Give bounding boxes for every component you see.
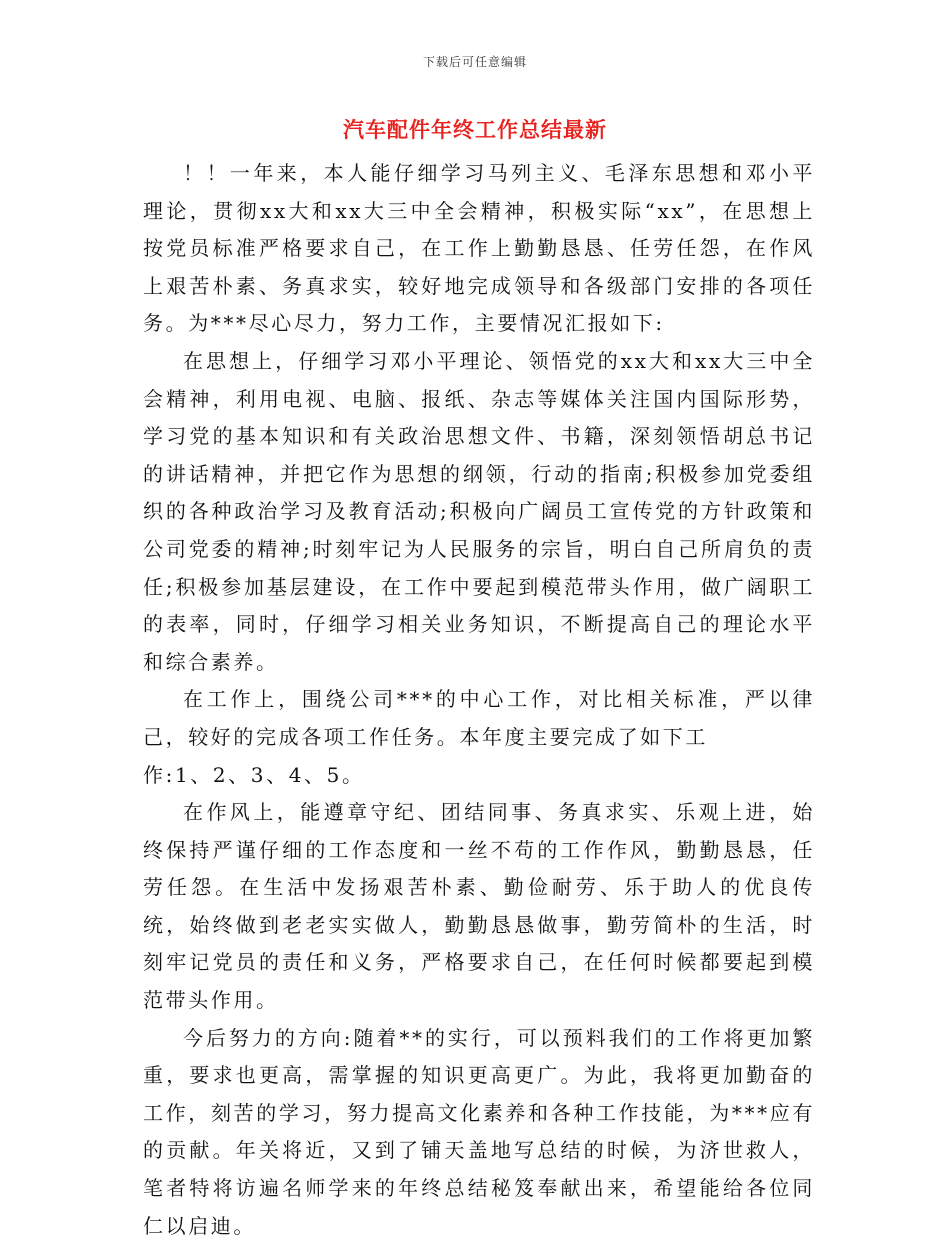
- header-note: 下载后可任意编辑: [422, 55, 527, 69]
- paragraph-work: 在工作上，围绕公司***的中心工作，对比相关标准，严以律己，较好的完成各项工作任务。本年度主要完成了如下工: [143, 687, 815, 749]
- document-title: 汽车配件年终工作总结最新: [343, 117, 607, 142]
- paragraph-style: 在作风上，能遵章守纪、团结同事、务真求实、乐观上进，始终保持严谨仔细的工作态度和一丝不苟的工作作风，勤勤恳恳，任劳任怨。在生活中发扬艰苦朴素、勤俭耐劳、乐于助人的优良传统，始终做到老老实实做人，勤勤恳恳做事，勤劳简朴的生活，时刻牢记党员的责任和义务，严格要求自己，在任何时候都要起到模范带头作用。: [143, 800, 815, 1013]
- paragraph-future: 今后努力的方向:随着**的实行，可以预料我们的工作将更加繁重，要求也更高，需掌握的知识更高更广。为此，我将更加勤奋的工作，刻苦的学习，努力提高文化素养和各种工作技能，为***应有的贡献。年关将近，又到了铺天盖地写总结的时候，为济世救人，笔者特将访遍名师学来的年终总结秘笈奉献出来，希望能给各位同仁以启迪。: [143, 1025, 815, 1238]
- paragraph-intro: ！！一年来，本人能仔细学习马列主义、毛泽东思想和邓小平理论，贯彻xx大和xx大三中全会精神，积极实际“xx”，在思想上按党员标准严格要求自己，在工作上勤勤恳恳、任劳任怨，在作风上艰苦朴素、务真求实，较好地完成领导和各级部门安排的各项任务。为***尽心尽力，努力工作，主要情况汇报如下:: [143, 161, 815, 336]
- paragraph-thought: 在思想上，仔细学习邓小平理论、领悟党的xx大和xx大三中全会精神，利用电视、电脑、报纸、杂志等媒体关注国内国际形势，学习党的基本知识和有关政治思想文件、书籍，深刻领悟胡总书记的讲话精神，并把它作为思想的纲领，行动的指南;积极参加党委组织的各种政治学习及教育活动;积极向广阔员工宣传党的方针政策和公司党委的精神;时刻牢记为人民服务的宗旨，明白自己所肩负的责任;积极参加基层建设，在工作中要起到模范带头作用，做广阔职工的表率，同时，仔细学习相关业务知识，不断提高自己的理论水平和综合素养。: [143, 348, 815, 674]
- paragraph-work-list: 作:1、2、3、4、5。: [143, 762, 365, 787]
- document-body: [143, 155, 815, 1245]
